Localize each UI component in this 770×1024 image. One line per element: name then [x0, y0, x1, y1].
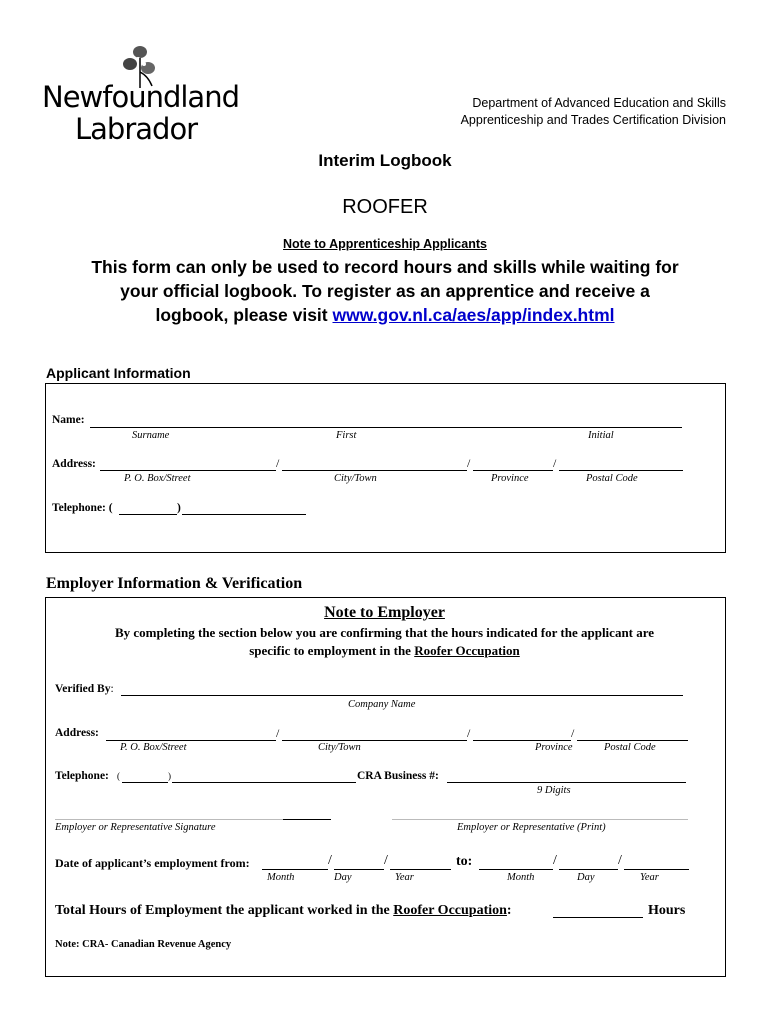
applicant-info-box [45, 383, 726, 553]
name-label: Name: [52, 414, 85, 426]
employer-province-caption: Province [535, 742, 573, 753]
employer-postal-field[interactable] [577, 740, 688, 741]
signature-field-end [283, 819, 331, 820]
po-box-caption: P. O. Box/Street [124, 473, 191, 484]
total-hours-label [55, 903, 512, 919]
name-field[interactable] [90, 427, 682, 428]
address-postal-field[interactable] [559, 470, 683, 471]
nine-digits-caption: 9 Digits [537, 785, 571, 796]
registration-link[interactable]: www.gov.nl.ca/aes/app/index.html [332, 305, 615, 325]
verified-by-label [55, 683, 114, 695]
from-day-caption: Day [334, 872, 352, 883]
signature-caption: Employer or Representative Signature [55, 822, 216, 833]
telephone-area-code-field[interactable] [119, 514, 177, 515]
from-year-caption: Year [395, 872, 414, 883]
notice-line-3-prefix: logbook, please visit [155, 305, 333, 325]
employer-city-caption: City/Town [318, 742, 361, 753]
telephone-close-paren: ) [177, 502, 181, 514]
to-year-field[interactable] [624, 869, 689, 870]
initial-caption: Initial [588, 430, 614, 441]
slash-separator: / [571, 726, 575, 740]
total-hours-prefix: Total Hours of Employment the applicant worked in the [55, 903, 394, 918]
address-street-field[interactable] [100, 470, 276, 471]
form-title: Interim Logbook [318, 151, 452, 170]
employer-tel-open-paren: ( [117, 771, 120, 781]
employer-area-code-field[interactable] [122, 782, 168, 783]
employer-tel-close-paren: ) [168, 771, 171, 781]
print-name-field[interactable] [392, 819, 688, 820]
employer-city-field[interactable] [282, 740, 467, 741]
logo-line1: Newfoundland [42, 80, 239, 114]
employer-postal-caption: Postal Code [604, 742, 656, 753]
notice-line-1: This form can only be used to record hours and skills while waiting for [91, 257, 679, 277]
surname-caption: Surname [132, 430, 170, 441]
employer-section-title: Employer Information & Verification [46, 575, 303, 592]
first-caption: First [336, 430, 357, 441]
employer-note-line-2-prefix: specific to employment in the [249, 643, 415, 658]
slash-separator: / [276, 726, 280, 740]
employer-province-field[interactable] [473, 740, 571, 741]
employment-to-label: to: [456, 854, 473, 869]
postal-caption: Postal Code [586, 473, 638, 484]
employer-note-line-1: By completing the section below you are confirming that the hours indicated for the applicant are [114, 625, 655, 640]
employer-note-occupation: Roofer Occupation [414, 643, 520, 658]
verified-by-field[interactable] [121, 695, 683, 696]
province-caption: Province [491, 473, 529, 484]
slash-separator: / [328, 853, 332, 868]
from-year-field[interactable] [390, 869, 451, 870]
department-name: Department of Advanced Education and Skills [472, 96, 726, 110]
slash-separator: / [384, 853, 388, 868]
employer-note-heading: Note to Employer [324, 604, 445, 621]
cra-business-label: CRA Business #: [357, 770, 439, 782]
slash-separator: / [467, 726, 471, 740]
to-month-field[interactable] [479, 869, 553, 870]
employer-street-field[interactable] [106, 740, 276, 741]
cra-note: Note: CRA- Canadian Revenue Agency [55, 939, 232, 950]
slash-separator: / [553, 456, 557, 470]
employer-po-box-caption: P. O. Box/Street [120, 742, 187, 753]
total-hours-field[interactable] [553, 917, 643, 918]
employer-address-label: Address: [55, 727, 99, 739]
applicant-note-heading: Note to Apprenticeship Applicants [283, 237, 487, 251]
address-city-field[interactable] [282, 470, 467, 471]
trade-title: ROOFER [342, 196, 428, 218]
division-name: Apprenticeship and Trades Certification Division [460, 113, 726, 127]
employer-note-line-2 [45, 643, 724, 659]
notice-line-2: your official logbook. To register as an apprentice and receive a [120, 281, 650, 301]
logo-line2: Labrador [75, 112, 198, 146]
total-hours-occupation: Roofer Occupation [393, 903, 507, 918]
employer-phone-number-field[interactable] [172, 782, 356, 783]
from-month-field[interactable] [262, 869, 328, 870]
employment-from-label: Date of applicant’s employment from: [55, 856, 250, 870]
city-caption: City/Town [334, 473, 377, 484]
hours-unit-label: Hours [648, 903, 686, 918]
address-province-field[interactable] [473, 470, 553, 471]
verified-by-text: Verified By [55, 683, 111, 695]
to-year-caption: Year [640, 872, 659, 883]
slash-separator: / [276, 456, 280, 470]
to-day-caption: Day [577, 872, 595, 883]
verified-by-colon: : [110, 683, 114, 695]
print-name-caption: Employer or Representative (Print) [457, 822, 606, 833]
telephone-number-field[interactable] [182, 514, 306, 515]
slash-separator: / [467, 456, 471, 470]
logo [40, 42, 239, 147]
address-label: Address: [52, 458, 96, 470]
applicant-section-title: Applicant Information [46, 365, 191, 381]
telephone-label: Telephone: ( [52, 502, 113, 514]
total-hours-colon: : [506, 903, 512, 918]
notice-line-3 [0, 305, 770, 326]
employer-telephone-label: Telephone: [55, 770, 109, 782]
to-day-field[interactable] [559, 869, 618, 870]
company-name-caption: Company Name [348, 699, 416, 710]
from-day-field[interactable] [334, 869, 384, 870]
slash-separator: / [618, 853, 622, 868]
from-month-caption: Month [267, 872, 295, 883]
slash-separator: / [553, 853, 557, 868]
cra-business-field[interactable] [447, 782, 686, 783]
to-month-caption: Month [507, 872, 535, 883]
